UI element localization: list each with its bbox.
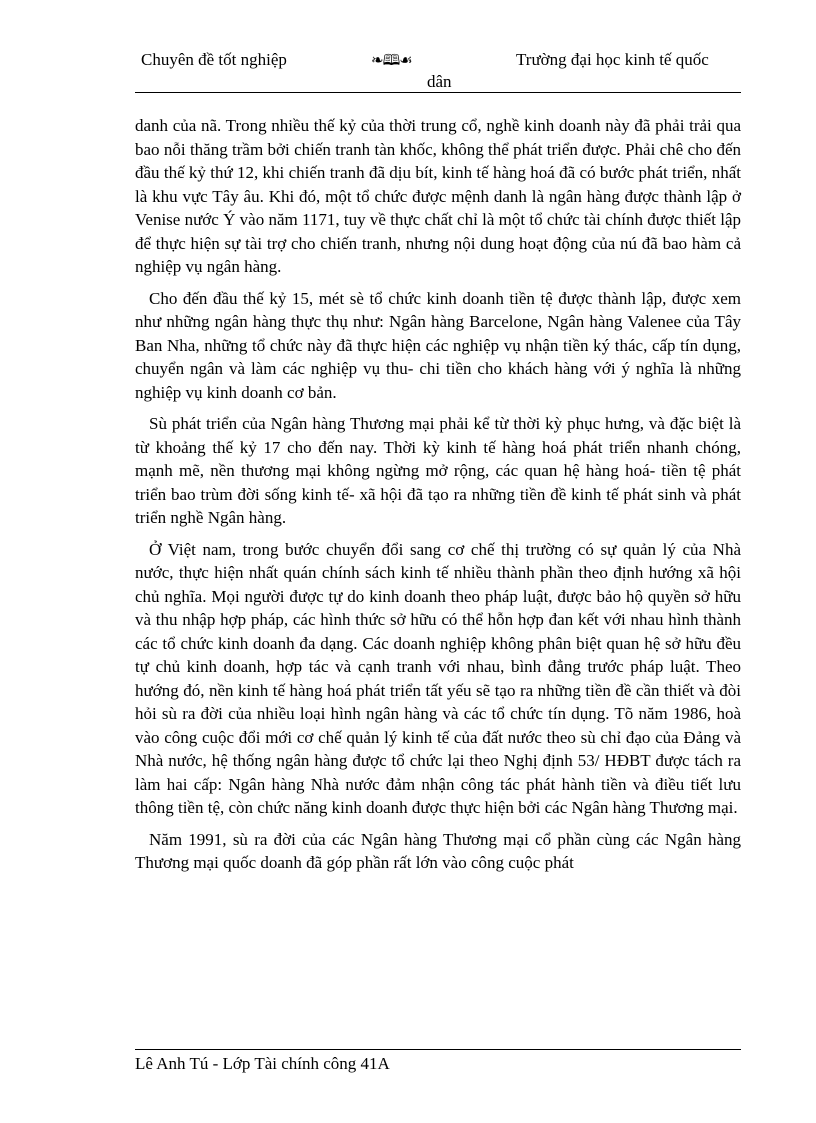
body-paragraph: danh của nã. Trong nhiều thế kỷ của thời trung cổ, nghề kinh doanh này đã phải trải qua bao nỗi thăng trầm bởi chiến tranh tàn khốc, không thể phát triển được. Phải chê cho đến đầu thế kỷ thứ 12, khi chiến tranh đã dịu bít, kinh tế hàng hoá đã có bước phát triển, nhất là khu vực Tây âu. Khi đó, một tổ chức được mệnh danh là ngân hàng được thành lập ở Venise nước Ý vào năm 1171, tuy về thực chất chỉ là một tổ chức tài chính được thiết lập để thực hiện sự tài trợ cho chiến tranh, nhưng nội dung hoạt động của nú đã bao hàm cả nghiệp vụ ngân hàng. [135,116,741,276]
header-document-type: Chuyên đề tốt nghiệp [141,50,287,69]
document-body [135,114,741,883]
footer-author: Lê Anh Tú - Lớp Tài chính công 41A [135,1054,390,1073]
header-university-continued: dân [427,72,452,91]
body-paragraph: Cho đến đầu thế kỷ 15, mét sè tổ chức kinh doanh tiền tệ được thành lập, được xem như những ngân hàng thực thụ như: Ngân hàng Barcelone, Ngân hàng Valenee của Tây Ban Nha, những tổ chức này đã thực hiện các nghiệp vụ nhận tiền ký thác, cấp tín dụng, chuyển ngân và làm các nghiệp vụ thu- chi tiền cho khách hàng với ý nghĩa là những nghiệp vụ kinh doanh cơ bản. [135,288,741,402]
body-paragraph: Năm 1991, sù ra đời của các Ngân hàng Thương mại cổ phần cùng các Ngân hàng Thương mại quốc doanh đã góp phần rất lớn vào công cuộc phát [135,829,741,872]
body-paragraph: Ở Việt nam, trong bước chuyển đổi sang cơ chế thị trường có sự quản lý của Nhà nước, thực hiện nhất quán chính sách kinh tế nhiều thành phần theo định hướng xã hội chủ nghĩa. Mọi người được tự do kinh doanh theo pháp luật, được bảo hộ quyền sở hữu và thu nhập hợp pháp, các hình thức sở hữu có thể hỗn hợp đan kết với nhau hình thành các tổ chức kinh doanh đa dạng. Các doanh nghiệp không phân biệt quan hệ sở hữu đều tự chủ kinh doanh, hợp tác và cạnh tranh với nhau, bình đẳng trước pháp luật. Theo hướng đó, nền kinh tế hàng hoá phát triển tất yếu sẽ tạo ra những tiền đề cần thiết và đòi hỏi sù ra đời của nhiều loại hình ngân hàng và các tổ chức tín dụng. Tõ năm 1986, hoà vào công cuộc đổi mới cơ chế quản lý kinh tế của đất nước theo sù chỉ đạo của Đảng và Nhà nước, hệ thống ngân hàng được tổ chức lại theo Nghị định 53/ HĐBT được tách ra làm hai cấp: Ngân hàng Nhà nước đảm nhận công tác phát hành tiền và điều tiết lưu thông tiền tệ, còn chức năng kinh doanh được thực hiện bởi các Ngân hàng Thương mại. [135,539,741,817]
book-ornament-icon: ❧🕮☙ [371,53,412,69]
footer-divider [135,1049,741,1050]
header-divider [135,92,741,93]
body-paragraph: Sù phát triển của Ngân hàng Thương mại phải kể từ thời kỳ phục hưng, và đặc biệt là từ khoảng thế kỷ 17 cho đến nay. Thời kỳ kinh tế hàng hoá phát triển nhanh chóng, mạnh mẽ, nền thương mại không ngừng mở rộng, các quan hệ hàng hoá- tiền tệ phát triển bao trùm đời sống kinh tế- xã hội đã tạo ra những tiền đề kinh tế phát sinh và phát triển nghề Ngân hàng. [135,414,741,527]
header-university: Trường đại học kinh tế quốc [516,50,709,69]
page-header [135,46,741,92]
